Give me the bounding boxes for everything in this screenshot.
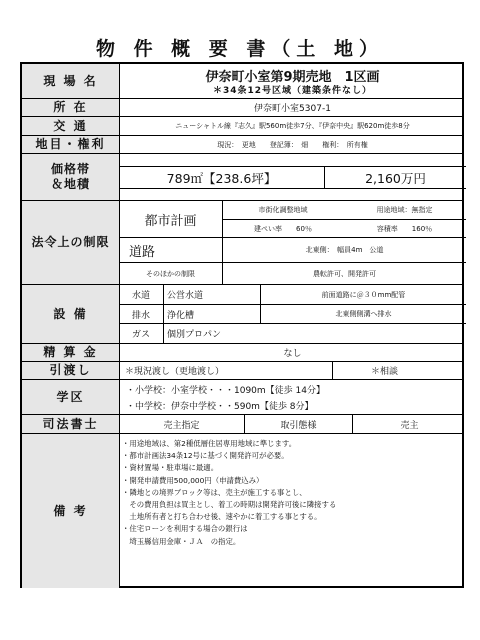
label-transport: 交 通 — [22, 117, 119, 135]
address-value: 伊奈町小室5307-1 — [254, 104, 331, 114]
use-district-value: 用途地域：無指定 — [376, 206, 433, 214]
other-restrictions-value: 農転許可、開発許可 — [313, 269, 376, 278]
label-handover: 引渡し — [22, 362, 119, 379]
label-remarks: 備 考 — [22, 434, 119, 588]
coverage-value: 建ぺい率 60％ — [254, 224, 312, 233]
remarks-item: その費用負担は買主とし、着工の時期は開発許可後に隣接する — [122, 500, 337, 510]
property-name: 伊奈町小室第9期売地 1区画 — [205, 70, 380, 85]
water-note: 前面道路に＠３０mm配管 — [321, 290, 406, 299]
remarks-list — [122, 438, 462, 548]
label-legal-restrictions: 法令上の制限 — [22, 201, 119, 284]
water-value: 公営水道 — [167, 291, 204, 301]
land-rights-value: 現況： 更地 登記簿： 畑 権利： 所有権 — [217, 140, 368, 149]
drainage-value: 浄化槽 — [167, 310, 195, 321]
label-settlement: 精 算 金 — [22, 344, 119, 361]
document-title: 物 件 概 要 書（土 地） — [95, 38, 385, 60]
gas-value: 個別プロパン — [167, 330, 222, 340]
transport-value: ニューシャトル線『志久』駅560m徒歩7分、『伊奈中央』駅620m徒歩8分 — [175, 122, 410, 130]
label-address: 所 在 — [22, 99, 119, 116]
remarks-item: ・資材置場・駐車場に最適。 — [122, 463, 219, 473]
other-restrictions-label: そのほかの制限 — [146, 269, 195, 278]
settlement-value: なし — [283, 349, 302, 359]
scrivener-seller: 売主指定 — [163, 420, 200, 431]
property-zone-note: ＊34条12号区域（建築条件なし） — [212, 86, 373, 96]
remarks-item: 土地所有者と打ち合わせ後、速やかに着工する事とする。 — [122, 512, 322, 522]
gas-label: ガス — [131, 330, 150, 340]
city-planning-label: 都市計画 — [144, 213, 197, 229]
school-junior: ・中学校：伊奈中学校・・590m【徒歩 8分】 — [126, 402, 314, 412]
handover-status: ＊現況渡し（更地渡し） — [125, 367, 225, 377]
label-school-district: 学区 — [22, 380, 119, 414]
water-label: 水道 — [131, 291, 150, 301]
property-summary-table — [20, 62, 464, 588]
label-land-rights: 地目・権利 — [22, 136, 119, 153]
remarks-item: ・隣地との境界ブロック等は、売主が施工する事とし、 — [122, 487, 307, 497]
transaction-mode-label: 取引態様 — [280, 420, 317, 431]
remarks-item: ・開発申請費用500,000円（申請費込み） — [122, 475, 264, 485]
label-facilities: 設 備 — [22, 285, 119, 343]
handover-timing: ＊相談 — [371, 367, 399, 377]
zoning-value: 市街化調整地域 — [258, 206, 308, 214]
road-value: 北東側： 幅員4m 公道 — [305, 246, 384, 254]
remarks-item: ・住宅ローンを利用する場合の銀行は — [122, 524, 248, 534]
road-label: 道路 — [129, 244, 156, 260]
far-value: 容積率 160％ — [376, 224, 433, 233]
school-elementary: ・小学校：小室学校・・・1090m【徒歩 14分】 — [126, 386, 325, 396]
drainage-note: 北東側側溝へ排水 — [335, 310, 392, 318]
drainage-label: 排水 — [131, 310, 150, 321]
remarks-item: ・用途地域は、第2種低層住居専用地域に準じます。 — [122, 439, 297, 448]
transaction-mode-value: 売主 — [400, 420, 419, 431]
label-price-area: 価格帯 ＆地積 — [22, 154, 119, 200]
label-location-name: 現 場 名 — [22, 64, 119, 98]
remarks-item: 埼玉縣信用金庫・ＪＡ の指定。 — [122, 536, 241, 546]
label-judicial-scrivener: 司法書士 — [22, 415, 119, 433]
remarks-item: ・都市計画法34条12号に基づく開発許可が必要。 — [122, 451, 289, 461]
price-value: 2,160万円 — [365, 170, 426, 186]
land-area-value: 789㎡【238.6坪】 — [166, 170, 277, 186]
